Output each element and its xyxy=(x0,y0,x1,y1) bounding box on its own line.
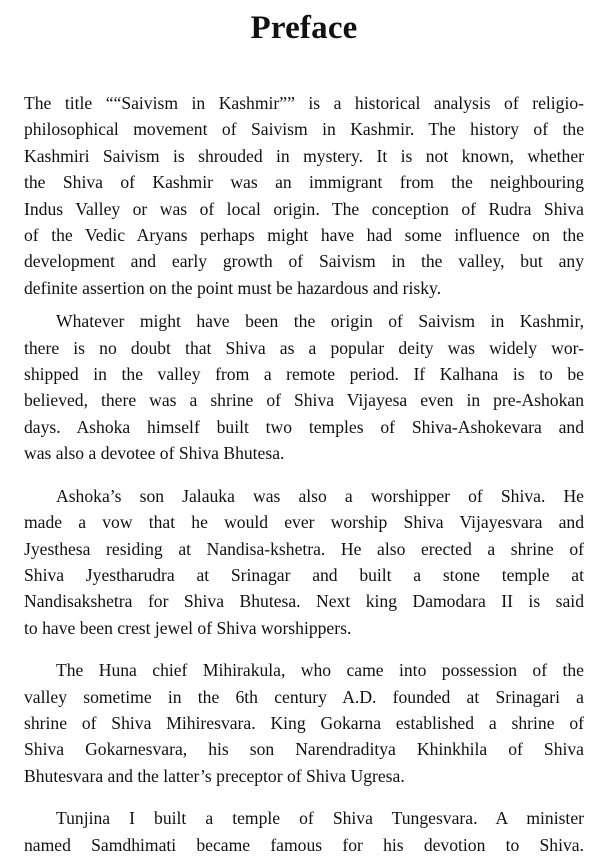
text-line: shrine of Shiva Mihiresvara. King Gokarna established a shrine of xyxy=(24,712,584,733)
paragraph-2 xyxy=(24,308,584,466)
text-line: Ashoka’s son Jalauka was also a worshipper of Shiva. He xyxy=(56,485,584,506)
text-line: made a vow that he would ever worship Shiva Vijayesvara and xyxy=(24,512,584,533)
text-line: to have been crest jewel of Shiva worshippers. xyxy=(24,617,352,638)
text-line: Nandisakshetra for Shiva Bhutesa. Next king Damodara II is said xyxy=(24,591,584,612)
paragraph-1 xyxy=(24,90,584,301)
text-line: philosophical movement of Saivism in Kashmir. The history of the xyxy=(24,119,584,140)
paragraph-5 xyxy=(24,805,584,858)
text-line: Whatever might have been the origin of Saivism in Kashmir, xyxy=(56,311,584,332)
text-line: believed, there was a shrine of Shiva Vijayesa even in pre-Ashokan xyxy=(24,390,584,411)
text-line: of the Vedic Aryans perhaps might have had some influence on the xyxy=(24,225,584,246)
text-line: Kashmiri Saivism is shrouded in mystery. It is not known, whether xyxy=(24,145,584,166)
page-title: Preface xyxy=(250,10,358,46)
text-line: Indus Valley or was of local origin. The conception of Rudra Shiva xyxy=(24,198,584,219)
text-line: the Shiva of Kashmir was an immigrant from the neighbouring xyxy=(24,172,584,193)
text-line: Jyesthesa residing at Nandisa-kshetra. He also erected a shrine of xyxy=(24,538,584,559)
text-line: definite assertion on the point must be hazardous and risky. xyxy=(24,277,442,298)
text-line: named Samdhimati became famous for his devotion to Shiva. xyxy=(24,834,584,855)
text-line: valley sometime in the 6th century A.D. founded at Srinagari a xyxy=(24,686,584,707)
text-line: Shiva Jyestharudra at Srinagar and built a stone temple at xyxy=(24,564,584,585)
document-page xyxy=(24,0,584,858)
text-line: Tunjina I built a temple of Shiva Tungesvara. A minister xyxy=(56,808,584,829)
text-line: The title ““Saivism in Kashmir”” is a historical analysis of religio- xyxy=(24,93,584,113)
text-line: Bhutesvara and the latter’s preceptor of Shiva Ugresa. xyxy=(24,765,405,786)
text-line: shipped in the valley from a remote period. If Kalhana is to be xyxy=(24,364,584,385)
paragraph-3 xyxy=(24,483,584,641)
text-line: development and early growth of Saivism in the valley, but any xyxy=(24,251,584,272)
text-line: there is no doubt that Shiva as a popular deity was widely wor- xyxy=(24,337,584,358)
paragraph-4 xyxy=(24,657,584,789)
text-line: The Huna chief Mihirakula, who came into possession of the xyxy=(56,660,584,681)
text-line: was also a devotee of Shiva Bhutesa. xyxy=(24,443,285,464)
text-line: Shiva Gokarnesvara, his son Narendraditya Khinkhila of Shiva xyxy=(24,739,584,760)
text-line: days. Ashoka himself built two temples of Shiva-Ashokevara and xyxy=(24,416,584,437)
